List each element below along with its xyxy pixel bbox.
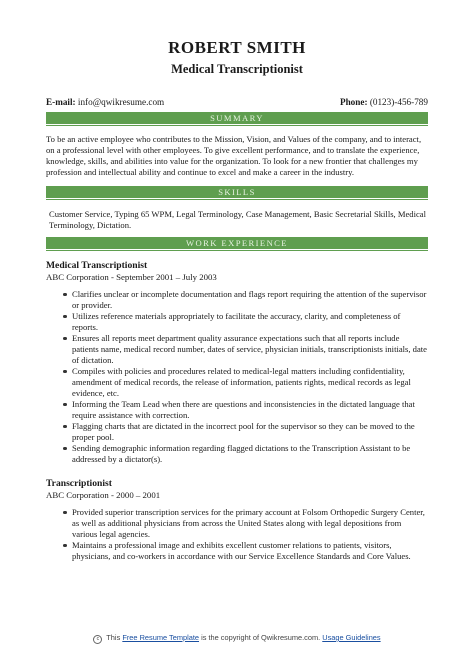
footer-middle: is the copyright of Qwikresume.com.	[201, 633, 321, 642]
list-item: Compiles with policies and procedures related to medical-legal matters including confidentiality, amendment of medical records, the release of information, patients rights, medical records as legal evidence, etc.	[63, 366, 428, 399]
job-entry	[46, 260, 428, 465]
contact-row	[46, 97, 428, 108]
phone-block	[340, 97, 428, 108]
duty-list	[46, 507, 428, 562]
list-item: Clarifies unclear or incomplete documentation and flags report requiring the attention of the supervisor or provider.	[63, 289, 428, 311]
summary-text: To be an active employee who contributes to the Mission, Vision, and Values of the company, and to interact, on a professional level with other employees. To give excellent performance, and to translate the experience, knowledge, skills, and abilities into value for the organization. To look for a new frontier that challenges my profession and intellectual ability and continue to excel and make a career in the industry.	[46, 134, 422, 177]
candidate-name: ROBERT SMITH	[168, 38, 306, 57]
list-item: Sending demographic information regarding flagged dictations to the Transcription Assistant to be addressed by a dictator(s).	[63, 443, 428, 465]
list-item: Informing the Team Lead when there are questions and inconsistencies in the dictated language that require assistance with correction.	[63, 399, 428, 421]
email-block	[46, 97, 164, 108]
email-value[interactable]: info@qwikresume.com	[77, 97, 165, 107]
job-meta: ABC Corporation - September 2001 – July 2003	[46, 272, 217, 282]
footer	[0, 633, 474, 644]
list-item: Maintains a professional image and exhibits excellent customer relations to patients, visitors, physicians, and co-workers in accordance with our Service Excellence Standards and Core Values.	[63, 540, 428, 562]
duty-list	[46, 289, 428, 465]
email-label: E-mail:	[46, 97, 76, 107]
list-item: Utilizes reference materials appropriately to facilitate the accuracy, clarity, and completeness of reports.	[63, 311, 428, 333]
candidate-title: Medical Transcriptionist	[171, 62, 303, 76]
list-item: Ensures all reports meet department quality assurance expectations such that all reports include patients name, medical record number, dates of service, physician initials, transcriptionists initials, date of dictation.	[63, 333, 428, 366]
skills-text: Customer Service, Typing 65 WPM, Legal Terminology, Case Management, Basic Secretarial Skills, Medical Terminology, Dictation.	[49, 209, 427, 230]
job-title: Medical Transcriptionist	[46, 260, 148, 271]
usage-guidelines-link[interactable]: Usage Guidelines	[322, 633, 381, 642]
list-item: Provided superior transcription services for the primary account at Folsom Orthopedic Surgery Center, as well as additional physicians from across the United States along with legal depositions from various legal agencies.	[63, 507, 428, 540]
phone-value: (0123)-456-789	[369, 97, 428, 107]
section-header-experience: WORK EXPERIENCE	[46, 237, 428, 249]
list-item: Flagging charts that are dictated in the incorrect pool for the supervisor so they can be moved to the proper pool.	[63, 421, 428, 443]
free-resume-template-link[interactable]: Free Resume Template	[122, 633, 200, 642]
copyright-icon: c	[93, 635, 102, 644]
section-header-skills: SKILLS	[46, 186, 428, 198]
footer-prefix: This	[106, 633, 121, 642]
phone-label: Phone:	[339, 97, 368, 107]
job-meta: ABC Corporation - 2000 – 2001	[46, 490, 161, 500]
job-title: Transcriptionist	[46, 478, 112, 489]
job-entry	[46, 478, 428, 562]
section-header-summary: SUMMARY	[46, 112, 428, 124]
